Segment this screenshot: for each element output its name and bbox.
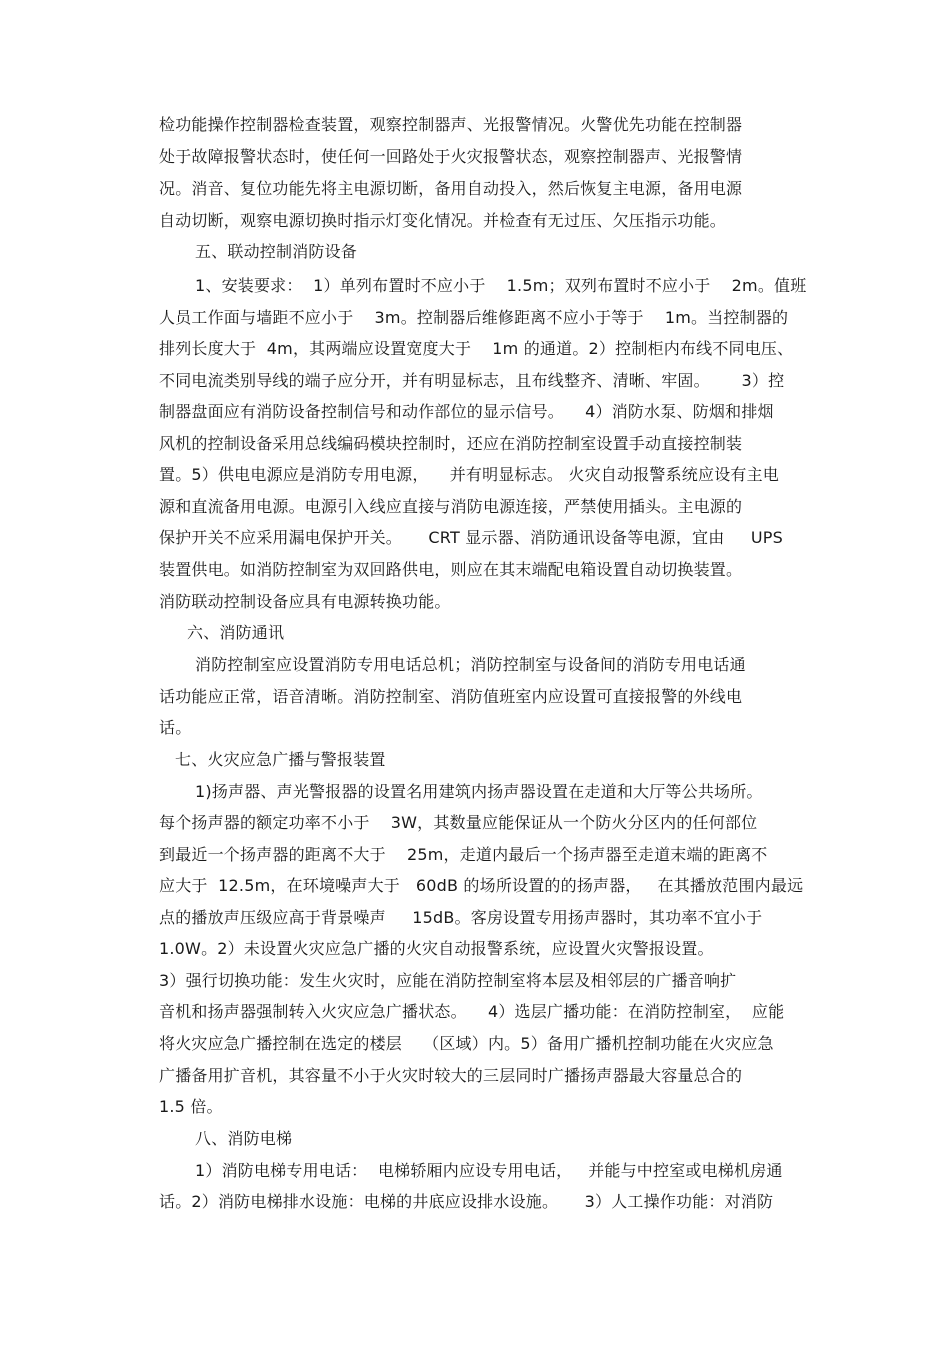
section-heading: 八、消防电梯 xyxy=(195,1129,293,1148)
text-line: 1、安装要求： 1）单列布置时不应小于 1.5m；双列布置时不应小于 2m。值班 xyxy=(195,276,807,295)
text-line: 检功能操作控制器检查装置，观察控制器声、光报警情况。火警优先功能在控制器 xyxy=(159,115,743,134)
text-line: 保护开关不应采用漏电保护开关。 CRT 显示器、消防通讯设备等电源，宜由 UPS xyxy=(159,528,783,547)
text-line: 1.5 倍。 xyxy=(159,1097,223,1116)
text-line: 装置供电。如消防控制室为双回路供电，则应在其末端配电箱设置自动切换装置。 xyxy=(159,560,743,579)
text-line: 1)扬声器、声光警报器的设置名用建筑内扬声器设置在走道和大厅等公共场所。 xyxy=(195,782,763,801)
text-line: 话功能应正常，语音清晰。消防控制室、消防值班室内应设置可直接报警的外线电 xyxy=(159,687,743,706)
text-line: 将火灾应急广播控制在选定的楼层 （区域）内。5）备用广播机控制功能在火灾应急 xyxy=(159,1034,774,1053)
text-line: 点的播放声压级应高于背景噪声 15dB。客房设置专用扬声器时，其功率不宜小于 xyxy=(159,908,763,927)
text-line: 话。 xyxy=(159,718,192,737)
text-line: 1.0W。2）未设置火灾应急广播的火灾自动报警系统，应设置火灾警报设置。 xyxy=(159,939,714,958)
text-line: 消防控制室应设置消防专用电话总机；消防控制室与设备间的消防专用电话通 xyxy=(195,655,746,674)
text-line: 1）消防电梯专用电话： 电梯轿厢内应设专用电话， 并能与中控室或电梯机房通 xyxy=(195,1161,783,1180)
section-heading: 五、联动控制消防设备 xyxy=(195,242,358,261)
text-line: 应大于 12.5m，在环境噪声大于 60dB 的场所设置的的扬声器， 在其播放范围内最远 xyxy=(159,876,804,895)
section-heading: 六、消防通讯 xyxy=(187,623,285,642)
text-line: 不同电流类别导线的端子应分开，并有明显标志，且布线整齐、清晰、牢固。 3）控 xyxy=(159,371,785,390)
text-line: 音机和扬声器强制转入火灾应急广播状态。 4）选层广播功能：在消防控制室， 应能 xyxy=(159,1002,785,1021)
text-line: 置。5）供电电源应是消防专用电源， 并有明显标志。 火灾自动报警系统应设有主电 xyxy=(159,465,780,484)
text-line: 消防联动控制设备应具有电源转换功能。 xyxy=(159,592,451,611)
text-line: 人员工作面与墙距不应小于 3m。控制器后维修距离不应小于等于 1m。当控制器的 xyxy=(159,308,789,327)
text-line: 每个扬声器的额定功率不小于 3W，其数量应能保证从一个防火分区内的任何部位 xyxy=(159,813,758,832)
text-line: 处于故障报警状态时，使任何一回路处于火灾报警状态，观察控制器声、光报警情 xyxy=(159,147,743,166)
text-line: 制器盘面应有消防设备控制信号和动作部位的显示信号。 4）消防水泵、防烟和排烟 xyxy=(159,402,774,421)
text-line: 广播备用扩音机，其容量不小于火灾时较大的三层同时广播扬声器最大容量总合的 xyxy=(159,1066,743,1085)
text-line: 3）强行切换功能：发生火灾时，应能在消防控制室将本层及相邻层的广播音响扩 xyxy=(159,971,737,990)
text-line: 源和直流备用电源。电源引入线应直接与消防电源连接，严禁使用插头。主电源的 xyxy=(159,497,743,516)
section-heading: 七、火灾应急广播与警报装置 xyxy=(175,750,386,769)
text-line: 风机的控制设备采用总线编码模块控制时，还应在消防控制室设置手动直接控制装 xyxy=(159,434,743,453)
text-line: 排列长度大于 4m，其两端应设置宽度大于 1m 的通道。2）控制柜内布线不同电压、 xyxy=(159,339,794,358)
text-line: 到最近一个扬声器的距离不大于 25m，走道内最后一个扬声器至走道末端的距离不 xyxy=(159,845,768,864)
text-line: 自动切断，观察电源切换时指示灯变化情况。并检查有无过压、欠压指示功能。 xyxy=(159,211,727,230)
text-line: 话。2）消防电梯排水设施：电梯的井底应设排水设施。 3）人工操作功能：对消防 xyxy=(159,1192,774,1211)
text-line: 况。消音、复位功能先将主电源切断，备用自动投入，然后恢复主电源，备用电源 xyxy=(159,179,743,198)
